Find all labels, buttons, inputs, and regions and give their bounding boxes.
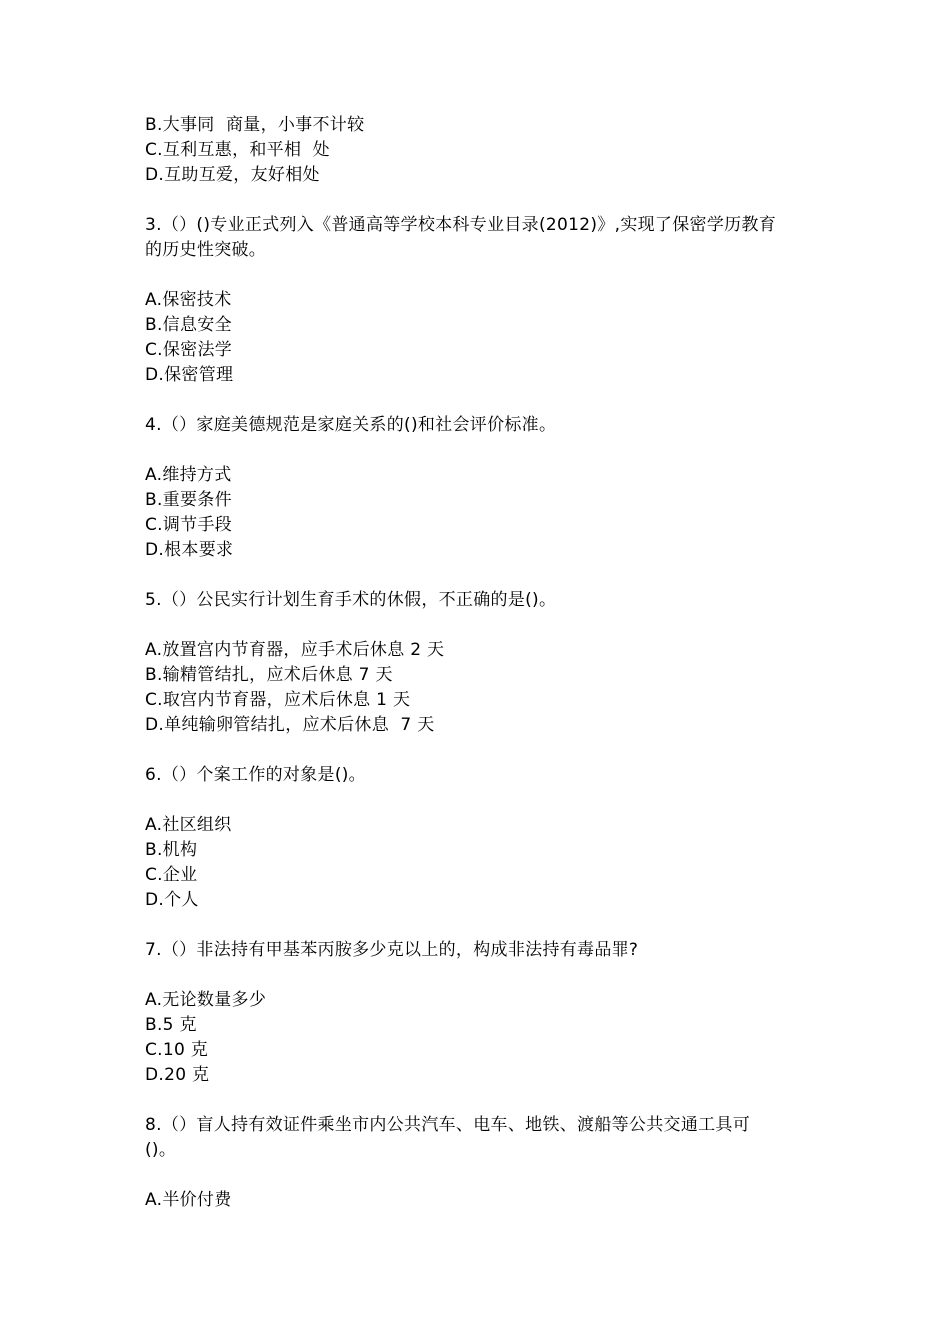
option-a: A.保密技术 <box>145 290 232 310</box>
question-stem-continued: ()。 <box>145 1140 177 1160</box>
leading-options <box>145 113 815 188</box>
question-stem: 8.（）盲人持有效证件乘坐市内公共汽车、电车、地铁、渡船等公共交通工具可 <box>145 1115 751 1135</box>
option-b: B.重要条件 <box>145 490 232 510</box>
question-3 <box>145 213 815 388</box>
question-stem: 3.（）()专业正式列入《普通高等学校本科专业目录(2012)》,实现了保密学历教育 <box>145 215 777 235</box>
option-c: C.取宫内节育器，应术后休息 1 天 <box>145 690 411 710</box>
option-d: D.单纯输卵管结扎，应术后休息 7 天 <box>145 715 435 735</box>
option-b: B.机构 <box>145 840 198 860</box>
option-c: C.10 克 <box>145 1040 209 1060</box>
option-d: D.20 克 <box>145 1065 210 1085</box>
option-a: A.维持方式 <box>145 465 232 485</box>
question-6 <box>145 763 815 913</box>
question-list <box>145 113 815 1213</box>
option-b: B.输精管结扎，应术后休息 7 天 <box>145 665 393 685</box>
question-stem: 7.（）非法持有甲基苯丙胺多少克以上的，构成非法持有毒品罪? <box>145 940 639 960</box>
option-d: D.保密管理 <box>145 365 234 385</box>
option-b: B.大事同 商量，小事不计较 <box>145 115 365 135</box>
option-d: D.根本要求 <box>145 540 234 560</box>
option-c: C.互利互惠，和平相 处 <box>145 140 330 160</box>
option-b: B.5 克 <box>145 1015 197 1035</box>
option-a: A.半价付费 <box>145 1190 232 1210</box>
option-b: B.信息安全 <box>145 315 232 335</box>
question-stem: 5.（）公民实行计划生育手术的休假，不正确的是()。 <box>145 590 557 610</box>
option-c: C.企业 <box>145 865 198 885</box>
option-a: A.无论数量多少 <box>145 990 267 1010</box>
option-c: C.保密法学 <box>145 340 233 360</box>
question-8 <box>145 1113 815 1213</box>
option-a: A.社区组织 <box>145 815 232 835</box>
option-a: A.放置宫内节育器，应手术后休息 2 天 <box>145 640 445 660</box>
question-stem: 6.（）个案工作的对象是()。 <box>145 765 366 785</box>
question-5 <box>145 588 815 738</box>
option-d: D.互助互爱，友好相处 <box>145 165 320 185</box>
option-d: D.个人 <box>145 890 199 910</box>
question-4 <box>145 413 815 563</box>
question-7 <box>145 938 815 1088</box>
question-stem-continued: 的历史性突破。 <box>145 240 267 260</box>
option-c: C.调节手段 <box>145 515 233 535</box>
question-stem: 4.（）家庭美德规范是家庭关系的()和社会评价标准。 <box>145 415 557 435</box>
